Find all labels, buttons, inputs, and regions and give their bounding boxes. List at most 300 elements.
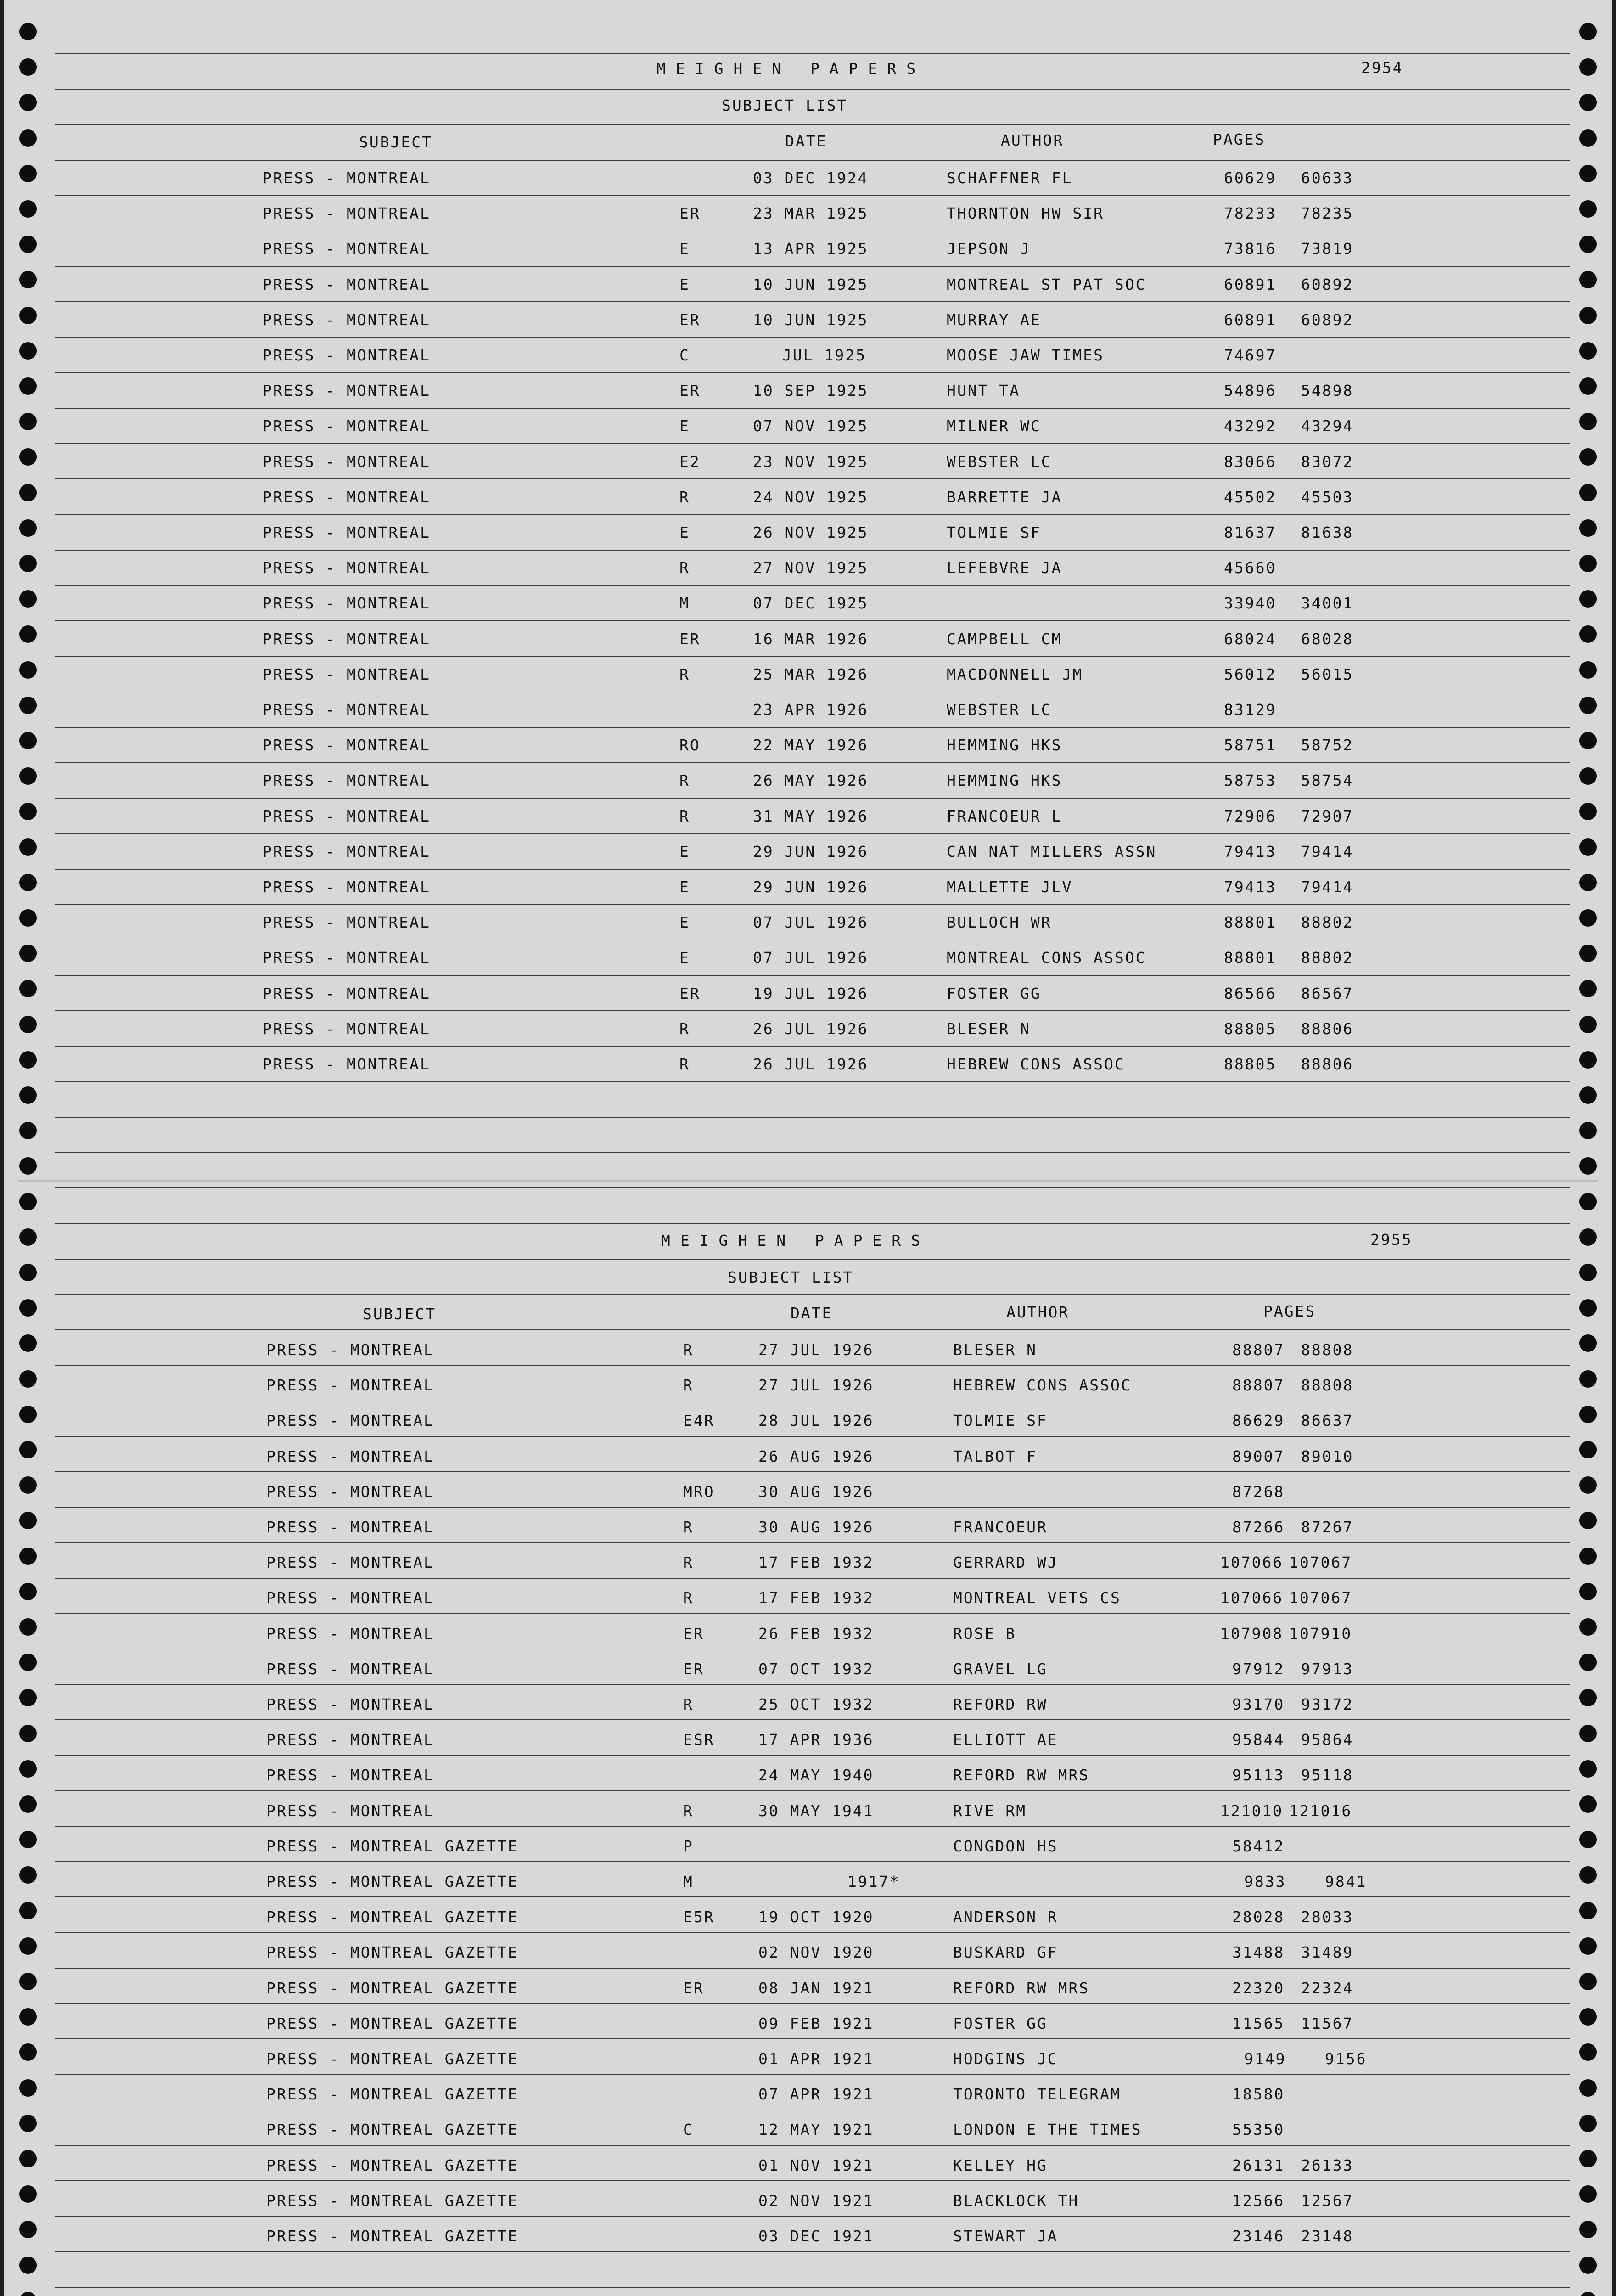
cell-author: WEBSTER LC bbox=[947, 701, 1052, 719]
feed-hole bbox=[1579, 2185, 1597, 2203]
cell-date: 07 APR 1921 bbox=[758, 2085, 874, 2104]
feed-hole bbox=[19, 1086, 37, 1104]
cell-date: 10 JUN 1925 bbox=[753, 275, 869, 293]
feed-hole bbox=[1579, 1760, 1597, 1778]
cell-date: 07 OCT 1932 bbox=[758, 1660, 874, 1678]
cell-author: TOLMIE SF bbox=[947, 523, 1041, 541]
cell-page-from: 78233 bbox=[1224, 204, 1277, 223]
feed-hole bbox=[19, 413, 37, 430]
feed-hole bbox=[19, 767, 37, 785]
cell-subject: PRESS - MONTREAL bbox=[263, 346, 431, 364]
ruled-line bbox=[55, 266, 1570, 267]
feed-hole bbox=[19, 2115, 37, 2132]
feed-hole bbox=[1579, 909, 1597, 927]
ruled-line bbox=[55, 1507, 1570, 1508]
ruled-line bbox=[55, 2145, 1570, 2146]
cell-author: MONTREAL ST PAT SOC bbox=[947, 275, 1146, 293]
cell-page-from: 79413 bbox=[1224, 878, 1277, 896]
cell-code: M bbox=[683, 1873, 694, 1891]
cell-author: HODGINS JC bbox=[953, 2050, 1058, 2068]
cell-code: E bbox=[679, 949, 690, 967]
cell-date: 03 DEC 1921 bbox=[758, 2227, 874, 2245]
feed-hole bbox=[19, 377, 37, 395]
feed-hole bbox=[1579, 732, 1597, 749]
ruled-line bbox=[55, 762, 1570, 763]
cell-author: HEMMING HKS bbox=[947, 736, 1062, 754]
cell-code: E bbox=[679, 913, 690, 932]
cell-page-from: 88805 bbox=[1224, 1055, 1277, 1073]
cell-author: FOSTER GG bbox=[947, 984, 1041, 1002]
feed-hole bbox=[1579, 200, 1597, 218]
feed-hole bbox=[1579, 1228, 1597, 1246]
cell-author: REFORD RW bbox=[953, 1695, 1048, 1713]
cell-author: CAN NAT MILLERS ASSN bbox=[947, 842, 1157, 861]
cell-author: BLESER N bbox=[953, 1341, 1037, 1359]
feed-hole bbox=[19, 342, 37, 360]
feed-hole bbox=[19, 2043, 37, 2061]
ruled-line bbox=[55, 620, 1570, 621]
cell-date: 29 JUN 1926 bbox=[753, 842, 869, 861]
cell-code: R bbox=[679, 488, 690, 506]
cell-date: 27 JUL 1926 bbox=[758, 1376, 874, 1395]
cell-page-to: 89010 bbox=[1301, 1447, 1354, 1465]
feed-hole bbox=[19, 1902, 37, 1919]
cell-page-to: 88808 bbox=[1301, 1341, 1354, 1359]
cell-code: R bbox=[683, 1518, 694, 1536]
cell-page-from: 22320 bbox=[1232, 1979, 1285, 1997]
ruled-line bbox=[55, 478, 1570, 479]
ruled-line bbox=[55, 2038, 1570, 2039]
feed-hole bbox=[1579, 1264, 1597, 1281]
feed-hole bbox=[1579, 2008, 1597, 2026]
cell-code: R bbox=[683, 1589, 694, 1607]
feed-hole bbox=[19, 555, 37, 572]
cell-page-from: 86629 bbox=[1232, 1412, 1285, 1430]
feed-hole bbox=[1579, 625, 1597, 643]
ruled-line bbox=[55, 585, 1570, 586]
feed-hole bbox=[19, 1122, 37, 1139]
cell-page-from: 72906 bbox=[1224, 807, 1277, 825]
cell-date: 24 NOV 1925 bbox=[753, 488, 869, 506]
cell-author: REFORD RW MRS bbox=[953, 1766, 1090, 1784]
cell-code: E bbox=[679, 240, 690, 258]
ruled-line bbox=[55, 1294, 1570, 1295]
cell-code: ER bbox=[679, 984, 701, 1002]
column-header-author: AUTHOR bbox=[1001, 131, 1064, 149]
cell-subject: PRESS - MONTREAL bbox=[263, 842, 431, 861]
cell-author: STEWART JA bbox=[953, 2227, 1058, 2245]
cell-date: 29 JUN 1926 bbox=[753, 878, 869, 896]
cell-date: 02 NOV 1921 bbox=[758, 2191, 874, 2210]
cell-page-from: 55350 bbox=[1232, 2121, 1285, 2139]
cell-author: LEFEBVRE JA bbox=[947, 559, 1062, 577]
cell-page-to: 34001 bbox=[1301, 594, 1354, 613]
feed-hole bbox=[1579, 165, 1597, 182]
cell-page-from: 60629 bbox=[1224, 169, 1277, 187]
cell-page-from: 88807 bbox=[1232, 1376, 1285, 1395]
ruled-line bbox=[55, 89, 1570, 90]
feed-hole bbox=[19, 1831, 37, 1848]
feed-hole bbox=[19, 2150, 37, 2167]
cell-page-to: 88802 bbox=[1301, 913, 1354, 932]
cell-subject: PRESS - MONTREAL bbox=[263, 984, 431, 1002]
cell-subject: PRESS - MONTREAL bbox=[263, 594, 431, 613]
feed-hole bbox=[19, 1157, 37, 1175]
cell-author: BULLOCH WR bbox=[947, 913, 1052, 932]
cell-date: 09 FEB 1921 bbox=[758, 2014, 874, 2032]
feed-hole bbox=[19, 1193, 37, 1210]
sheet-page-number: 2955 bbox=[1370, 1231, 1413, 1249]
feed-hole bbox=[19, 1618, 37, 1636]
cell-date: 30 MAY 1941 bbox=[758, 1801, 874, 1820]
cell-date: 28 JUL 1926 bbox=[758, 1412, 874, 1430]
feed-hole bbox=[1579, 1193, 1597, 1210]
cell-date: 19 OCT 1920 bbox=[758, 1908, 874, 1926]
feed-hole bbox=[1579, 448, 1597, 466]
cell-author: ANDERSON R bbox=[953, 1908, 1058, 1926]
cell-code: MRO bbox=[683, 1482, 715, 1501]
cell-subject: PRESS - MONTREAL bbox=[266, 1482, 434, 1501]
feed-hole bbox=[19, 1334, 37, 1352]
cell-author: FOSTER GG bbox=[953, 2014, 1048, 2032]
cell-page-to: 28033 bbox=[1301, 1908, 1354, 1926]
cell-date: 10 SEP 1925 bbox=[753, 382, 869, 400]
list-title: SUBJECT LIST bbox=[728, 1268, 854, 1286]
cell-author: LONDON E THE TIMES bbox=[953, 2121, 1142, 2139]
feed-hole bbox=[1579, 236, 1597, 253]
cell-author: BLACKLOCK TH bbox=[953, 2191, 1079, 2210]
cell-page-from: 58751 bbox=[1224, 736, 1277, 754]
feed-hole bbox=[19, 2008, 37, 2026]
cell-page-from: 45502 bbox=[1224, 488, 1277, 506]
cell-date: 26 JUL 1926 bbox=[753, 1019, 869, 1038]
feed-hole bbox=[19, 697, 37, 714]
feed-hole bbox=[1579, 1157, 1597, 1175]
cell-code: E bbox=[679, 842, 690, 861]
feed-hole bbox=[1579, 1051, 1597, 1069]
cell-subject: PRESS - MONTREAL bbox=[263, 523, 431, 541]
cell-page-to: 88808 bbox=[1301, 1376, 1354, 1395]
cell-page-to: 93172 bbox=[1301, 1695, 1354, 1713]
cell-author: TOLMIE SF bbox=[953, 1412, 1048, 1430]
feed-hole bbox=[19, 625, 37, 643]
ruled-line bbox=[55, 337, 1570, 338]
cell-page-from: 45660 bbox=[1224, 559, 1277, 577]
cell-page-to: 88806 bbox=[1301, 1055, 1354, 1073]
cell-page-from: 107066 bbox=[1220, 1589, 1284, 1607]
cell-code: C bbox=[679, 346, 690, 364]
cell-page-from: 81637 bbox=[1224, 523, 1277, 541]
cell-date: 19 JUL 1926 bbox=[753, 984, 869, 1002]
cell-page-from: 23146 bbox=[1232, 2227, 1285, 2245]
cell-page-from: 87266 bbox=[1232, 1518, 1285, 1536]
cell-subject: PRESS - MONTREAL GAZETTE bbox=[266, 2156, 518, 2174]
ruled-line bbox=[55, 1259, 1570, 1260]
ruled-line bbox=[55, 1152, 1570, 1153]
cell-date: 17 APR 1936 bbox=[758, 1731, 874, 1749]
feed-hole bbox=[1579, 58, 1597, 76]
cell-code: P bbox=[683, 1837, 694, 1855]
cell-subject: PRESS - MONTREAL bbox=[266, 1766, 434, 1784]
cell-date: 30 AUG 1926 bbox=[758, 1518, 874, 1536]
cell-page-to: 68028 bbox=[1301, 630, 1354, 648]
feed-hole bbox=[1579, 1476, 1597, 1494]
feed-hole bbox=[19, 1406, 37, 1423]
ruled-line bbox=[55, 904, 1570, 905]
cell-code: E4R bbox=[683, 1412, 715, 1430]
ruled-line bbox=[55, 1861, 1570, 1862]
ruled-line bbox=[55, 1932, 1570, 1933]
cell-code: E bbox=[679, 417, 690, 435]
cell-page-to: 79414 bbox=[1301, 842, 1354, 861]
feed-hole bbox=[19, 2257, 37, 2274]
ruled-line bbox=[55, 195, 1570, 196]
cell-date: 17 FEB 1932 bbox=[758, 1553, 874, 1572]
ruled-line bbox=[55, 443, 1570, 444]
cell-date: 23 MAR 1925 bbox=[753, 204, 869, 223]
ruled-line bbox=[55, 1896, 1570, 1897]
cell-subject: PRESS - MONTREAL GAZETTE bbox=[266, 1979, 518, 1997]
cell-date: 22 MAY 1926 bbox=[753, 736, 869, 754]
feed-hole bbox=[1579, 1548, 1597, 1565]
ruled-line bbox=[55, 1968, 1570, 1969]
cell-subject: PRESS - MONTREAL bbox=[263, 736, 431, 754]
cell-date: 07 JUL 1926 bbox=[753, 949, 869, 967]
ruled-line bbox=[55, 1117, 1570, 1118]
cell-code: R bbox=[683, 1801, 694, 1820]
cell-date: 26 FEB 1932 bbox=[758, 1624, 874, 1643]
cell-page-from: 31488 bbox=[1232, 1943, 1285, 1962]
cell-page-to: 97913 bbox=[1301, 1660, 1354, 1678]
cell-author: GRAVEL LG bbox=[953, 1660, 1048, 1678]
cell-page-from: 83129 bbox=[1224, 701, 1277, 719]
cell-author: BARRETTE JA bbox=[947, 488, 1062, 506]
feed-hole bbox=[1579, 1902, 1597, 1919]
cell-date: 24 MAY 1940 bbox=[758, 1766, 874, 1784]
cell-page-to: 95864 bbox=[1301, 1731, 1354, 1749]
cell-subject: PRESS - MONTREAL bbox=[263, 913, 431, 932]
feed-hole bbox=[19, 484, 37, 501]
cell-page-to: 9841 bbox=[1325, 1873, 1367, 1891]
cell-date: 07 NOV 1925 bbox=[753, 417, 869, 435]
cell-author: FRANCOEUR L bbox=[947, 807, 1062, 825]
cell-subject: PRESS - MONTREAL bbox=[266, 1447, 434, 1465]
cell-date: 27 NOV 1925 bbox=[753, 559, 869, 577]
cell-page-from: 93170 bbox=[1232, 1695, 1285, 1713]
cell-page-to: 31489 bbox=[1301, 1943, 1354, 1962]
cell-page-from: 74697 bbox=[1224, 346, 1277, 364]
cell-page-to: 83072 bbox=[1301, 452, 1354, 471]
feed-hole bbox=[1579, 1973, 1597, 1990]
cell-page-to: 23148 bbox=[1301, 2227, 1354, 2245]
cell-subject: PRESS - MONTREAL bbox=[263, 417, 431, 435]
cell-author: THORNTON HW SIR bbox=[947, 204, 1105, 223]
cell-author: FRANCOEUR bbox=[953, 1518, 1048, 1536]
ruled-line bbox=[55, 550, 1570, 551]
cell-page-to: 45503 bbox=[1301, 488, 1354, 506]
cell-code: E bbox=[679, 275, 690, 293]
sheet-title: MEIGHEN PAPERS bbox=[656, 60, 926, 78]
feed-hole bbox=[19, 1973, 37, 1990]
feed-hole bbox=[19, 590, 37, 608]
cell-date: 31 MAY 1926 bbox=[753, 807, 869, 825]
feed-hole bbox=[1579, 129, 1597, 147]
cell-subject: PRESS - MONTREAL bbox=[263, 701, 431, 719]
cell-author: KELLEY HG bbox=[953, 2156, 1048, 2174]
left-edge bbox=[0, 0, 4, 2296]
feed-hole bbox=[19, 200, 37, 218]
cell-subject: PRESS - MONTREAL bbox=[263, 488, 431, 506]
cell-code: R bbox=[679, 771, 690, 790]
feed-hole bbox=[1579, 1689, 1597, 1706]
cell-subject: PRESS - MONTREAL bbox=[266, 1589, 434, 1607]
ruled-line bbox=[55, 53, 1570, 54]
cell-page-to: 107910 bbox=[1289, 1624, 1352, 1643]
cell-page-to: 86637 bbox=[1301, 1412, 1354, 1430]
feed-hole bbox=[19, 1654, 37, 1671]
cell-date: 13 APR 1925 bbox=[753, 240, 869, 258]
cell-code: R bbox=[679, 559, 690, 577]
cell-author: ROSE B bbox=[953, 1624, 1016, 1643]
cell-date: 02 NOV 1920 bbox=[758, 1943, 874, 1962]
ruled-line bbox=[55, 1046, 1570, 1047]
feed-hole bbox=[19, 307, 37, 324]
cell-subject: PRESS - MONTREAL bbox=[263, 559, 431, 577]
cell-author: WEBSTER LC bbox=[947, 452, 1052, 471]
feed-hole bbox=[19, 980, 37, 997]
cell-page-to: 43294 bbox=[1301, 417, 1354, 435]
cell-page-from: 97912 bbox=[1232, 1660, 1285, 1678]
feed-hole bbox=[1579, 1618, 1597, 1636]
ruled-line bbox=[55, 1578, 1570, 1579]
ruled-line bbox=[55, 1613, 1570, 1614]
feed-hole bbox=[1579, 271, 1597, 288]
feed-hole bbox=[19, 165, 37, 182]
cell-page-to: 54898 bbox=[1301, 382, 1354, 400]
ruled-line bbox=[55, 1081, 1570, 1082]
cell-page-from: 95113 bbox=[1232, 1766, 1285, 1784]
cell-subject: PRESS - MONTREAL GAZETTE bbox=[266, 2050, 518, 2068]
list-title: SUBJECT LIST bbox=[722, 96, 848, 114]
ruled-line bbox=[55, 727, 1570, 728]
cell-subject: PRESS - MONTREAL bbox=[263, 1055, 431, 1073]
ruled-line bbox=[55, 2216, 1570, 2217]
cell-page-from: 54896 bbox=[1224, 382, 1277, 400]
cell-page-to: 9156 bbox=[1325, 2050, 1367, 2068]
feed-hole bbox=[19, 271, 37, 288]
cell-page-from: 107908 bbox=[1220, 1624, 1284, 1643]
ruled-line bbox=[55, 1755, 1570, 1756]
feed-hole bbox=[1579, 1441, 1597, 1458]
feed-hole bbox=[1579, 1299, 1597, 1317]
cell-subject: PRESS - MONTREAL bbox=[263, 949, 431, 967]
cell-subject: PRESS - MONTREAL bbox=[266, 1376, 434, 1395]
cell-page-from: 86566 bbox=[1224, 984, 1277, 1002]
cell-author: MONTREAL CONS ASSOC bbox=[947, 949, 1146, 967]
feed-hole bbox=[1579, 945, 1597, 962]
cell-date: 25 MAR 1926 bbox=[753, 665, 869, 683]
cell-page-to: 72907 bbox=[1301, 807, 1354, 825]
feed-hole bbox=[1579, 1086, 1597, 1104]
ruled-line bbox=[55, 1542, 1570, 1543]
feed-hole bbox=[1579, 2221, 1597, 2238]
feed-hole bbox=[19, 1512, 37, 1529]
cell-author: MURRAY AE bbox=[947, 310, 1041, 329]
ruled-line bbox=[55, 408, 1570, 409]
feed-hole bbox=[19, 1476, 37, 1494]
cell-subject: PRESS - MONTREAL GAZETTE bbox=[266, 1837, 518, 1855]
feed-hole bbox=[1579, 2043, 1597, 2061]
cell-page-to: 73819 bbox=[1301, 240, 1354, 258]
cell-author: CONGDON HS bbox=[953, 1837, 1058, 1855]
cell-subject: PRESS - MONTREAL bbox=[263, 240, 431, 258]
feed-hole bbox=[19, 1689, 37, 1706]
feed-hole bbox=[1579, 838, 1597, 856]
cell-page-from: 12566 bbox=[1232, 2191, 1285, 2210]
cell-page-from: 26131 bbox=[1232, 2156, 1285, 2174]
cell-subject: PRESS - MONTREAL bbox=[263, 169, 431, 187]
feed-hole bbox=[1579, 94, 1597, 111]
cell-subject: PRESS - MONTREAL bbox=[263, 665, 431, 683]
cell-code: R bbox=[683, 1376, 694, 1395]
ruled-line bbox=[55, 833, 1570, 834]
cell-subject: PRESS - MONTREAL bbox=[263, 204, 431, 223]
cell-page-from: 87268 bbox=[1232, 1482, 1285, 1501]
ruled-line bbox=[55, 124, 1570, 125]
column-header-date: DATE bbox=[785, 132, 827, 150]
cell-code: E5R bbox=[683, 1908, 715, 1926]
feed-hole bbox=[1579, 307, 1597, 324]
cell-code: C bbox=[683, 2121, 694, 2139]
cell-page-from: 88807 bbox=[1232, 1341, 1285, 1359]
cell-page-to: 95118 bbox=[1301, 1766, 1354, 1784]
feed-hole bbox=[19, 1051, 37, 1069]
cell-page-to: 88802 bbox=[1301, 949, 1354, 967]
feed-hole bbox=[1579, 1334, 1597, 1352]
cell-subject: PRESS - MONTREAL GAZETTE bbox=[266, 2121, 518, 2139]
cell-subject: PRESS - MONTREAL GAZETTE bbox=[266, 1908, 518, 1926]
feed-hole bbox=[19, 2221, 37, 2238]
cell-page-from: 9833 bbox=[1244, 1873, 1286, 1891]
cell-code: ESR bbox=[683, 1731, 715, 1749]
ruled-line bbox=[55, 1790, 1570, 1791]
feed-hole bbox=[1579, 1016, 1597, 1033]
cell-page-from: 11565 bbox=[1232, 2014, 1285, 2032]
cell-code: ER bbox=[683, 1979, 704, 1997]
feed-hole bbox=[1579, 2292, 1597, 2296]
ruled-line bbox=[55, 1329, 1570, 1330]
ruled-line bbox=[55, 2074, 1570, 2075]
cell-code: E bbox=[679, 523, 690, 541]
feed-hole bbox=[19, 1725, 37, 1742]
cell-page-from: 88805 bbox=[1224, 1019, 1277, 1038]
feed-hole bbox=[19, 1760, 37, 1778]
cell-date: 26 JUL 1926 bbox=[753, 1055, 869, 1073]
feed-hole bbox=[19, 94, 37, 111]
cell-subject: PRESS - MONTREAL bbox=[266, 1518, 434, 1536]
cell-page-to: 60892 bbox=[1301, 310, 1354, 329]
feed-hole bbox=[19, 803, 37, 820]
ruled-line bbox=[55, 2180, 1570, 2181]
feed-hole bbox=[1579, 661, 1597, 679]
feed-hole bbox=[19, 661, 37, 679]
cell-date: 10 JUN 1925 bbox=[753, 310, 869, 329]
feed-hole bbox=[19, 23, 37, 40]
feed-hole bbox=[1579, 1370, 1597, 1388]
feed-hole bbox=[1579, 342, 1597, 360]
cell-page-to: 87267 bbox=[1301, 1518, 1354, 1536]
feed-hole bbox=[19, 732, 37, 749]
